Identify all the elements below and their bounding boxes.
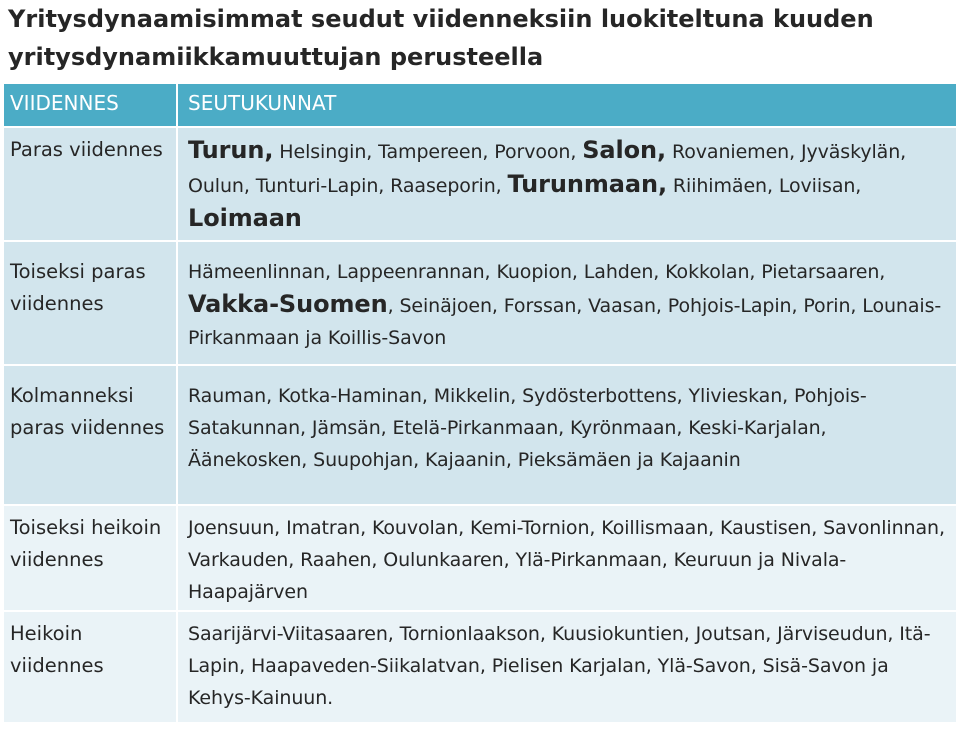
regions-text [188, 380, 950, 476]
regions-text [188, 618, 950, 714]
table-row [4, 610, 956, 722]
quintile-label: Heikoin viidennes [10, 622, 104, 677]
region-name-highlighted: Turun, [188, 136, 274, 164]
region-name-highlighted: Salon, [582, 136, 667, 164]
page-title-line-2: yritysdynamiikkamuuttujan perusteella [8, 43, 544, 71]
quintile-label: Paras viidennes [10, 138, 163, 161]
row-label-cell [4, 506, 176, 610]
row-label-cell [4, 612, 176, 722]
region-name-highlighted: Loimaan [188, 204, 302, 232]
regions-text [188, 256, 950, 354]
regions-cell [176, 128, 956, 240]
header-seutukunnat: SEUTUKUNNAT [176, 84, 956, 126]
row-label-cell [4, 128, 176, 240]
region-names: Saarijärvi-Viitasaaren, Tornionlaakson, Kuusiokuntien, Joutsan, Järviseudun, Itä-Lapin, Haapaveden-Siikalatvan, Pielisen Karjalan, Ylä-Savon, Sisä-Savon ja Kehys-Kainuun. [188, 623, 931, 709]
regions-cell [176, 366, 956, 504]
table-row [4, 240, 956, 364]
region-names: Riihimäen, Loviisan, [666, 175, 862, 197]
quintile-label: Kolmanneksi paras viidennes [10, 384, 165, 439]
page-title-line-1: Yritysdynaamisimmat seudut viidenneksiin luokiteltuna kuuden [8, 5, 874, 33]
regions-cell [176, 612, 956, 722]
regions-cell [176, 506, 956, 610]
row-label-cell [4, 242, 176, 364]
regions-text [188, 512, 950, 608]
regions-cell [176, 242, 956, 364]
region-names: Hämeenlinnan, Lappeenrannan, Kuopion, Lahden, Kokkolan, Pietarsaaren, [188, 261, 886, 283]
page-title [8, 0, 948, 76]
table-header-row [4, 82, 956, 126]
region-names: , Seinäjoen, Forssan, Vaasan, Pohjois-Lapin, Porin, Lounais-Pirkanmaan ja Koillis-Savon [188, 295, 942, 349]
table-row [4, 364, 956, 504]
region-names: Joensuun, Imatran, Kouvolan, Kemi-Tornion, Koillismaan, Kaustisen, Savonlinnan, Varkauden, Raahen, Oulunkaaren, Ylä-Pirkanmaan, Keuruun ja Nivala-Haapajärven [188, 517, 945, 603]
quintile-label: Toiseksi heikoin viidennes [10, 516, 162, 571]
regions-table [4, 82, 956, 722]
row-label-cell [4, 366, 176, 504]
quintile-label: Toiseksi paras viidennes [10, 260, 146, 315]
region-names: Rauman, Kotka-Haminan, Mikkelin, Sydösterbottens, Ylivieskan, Pohjois-Satakunnan, Jämsän, Etelä-Pirkanmaan, Kyrönmaan, Keski-Karjalan, Äänekosken, Suupohjan, Kajaanin, Pieksämäen ja Kajaanin [188, 385, 867, 471]
table-row [4, 504, 956, 610]
region-name-highlighted: Vakka-Suomen [188, 290, 388, 318]
region-name-highlighted: Turunmaan, [507, 170, 667, 198]
region-names: Rovaniemen, Jyväskylän, Oulun, Tunturi-Lapin, Raaseporin, [188, 141, 907, 197]
regions-text [188, 134, 950, 236]
header-viidennes: VIIDENNES [10, 91, 119, 115]
table-row [4, 126, 956, 240]
region-names: Helsingin, Tampereen, Porvoon, [273, 141, 583, 163]
